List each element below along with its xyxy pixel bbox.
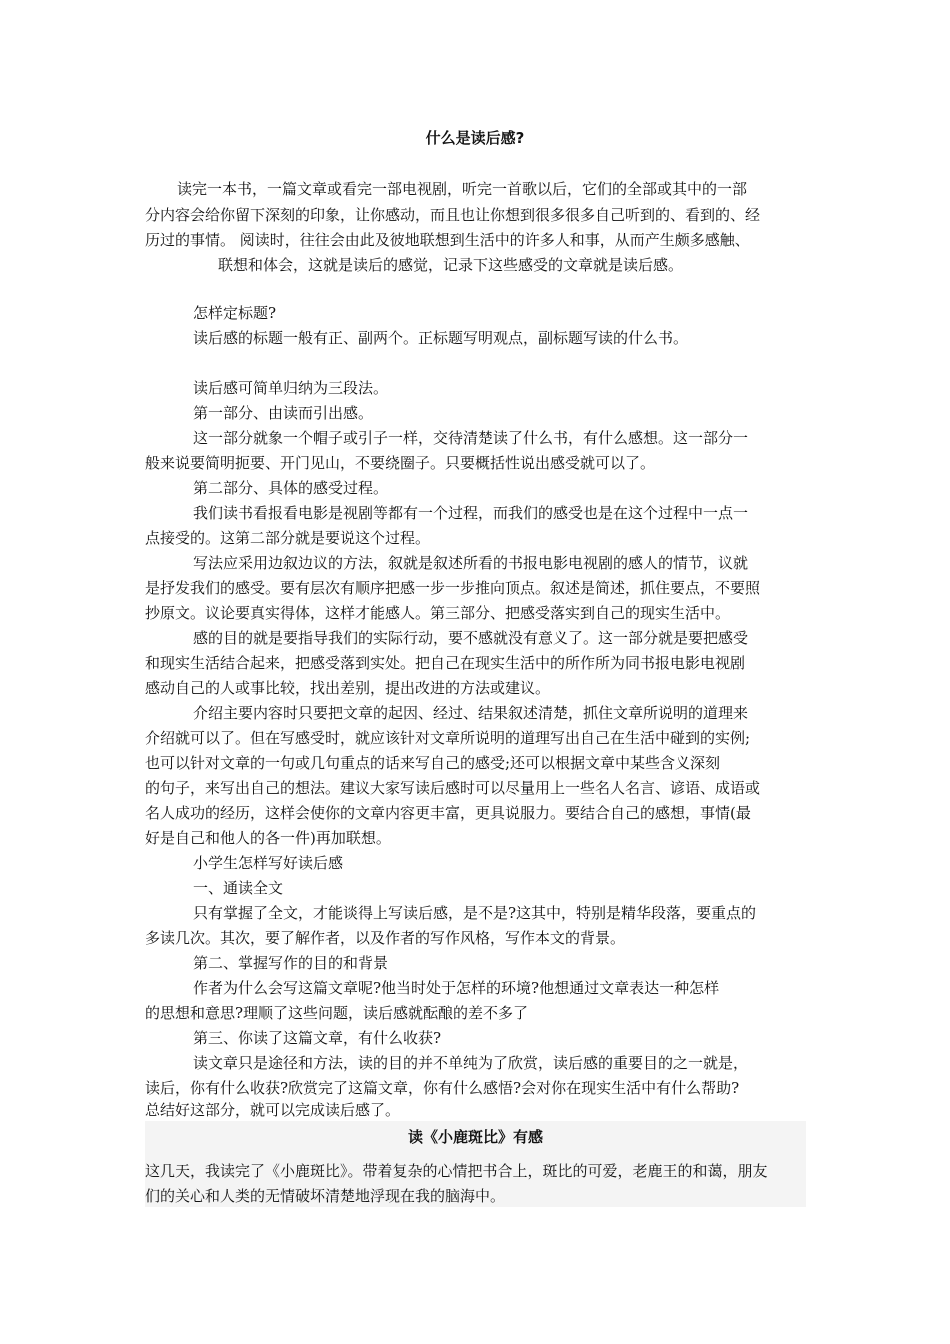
example-essay-line: 们的关心和人类的无情破坏清楚地浮现在我的脑海中。 xyxy=(145,1187,506,1205)
body-line: 感的目的就是要指导我们的实际行动，要不感就没有意义了。这一部分就是要把感受 xyxy=(193,629,749,647)
body-line: 感动自己的人或事比较，找出差别，提出改进的方法或建议。 xyxy=(145,679,551,697)
body-line: 的思想和意思?理顺了这些问题，读后感就酝酿的差不多了 xyxy=(145,1004,529,1022)
body-line: 好是自己和他人的各一件)再加联想。 xyxy=(145,829,391,847)
body-line: 这一部分就象一个帽子或引子一样，交待清楚读了什么书，有什么感想。这一部分一 xyxy=(193,429,749,447)
body-line: 第一部分、由读而引出感。 xyxy=(193,404,374,422)
body-line: 名人成功的经历，这样会使你的文章内容更丰富，更具说服力。要结合自己的感想，事情(最 xyxy=(145,804,751,822)
body-line: 小学生怎样写好读后感 xyxy=(193,854,344,872)
body-line: 介绍就可以了。但在写感受时，就应该针对文章所说明的道理写出自己在生活中碰到的实例; xyxy=(145,729,751,747)
body-line: 第二部分、具体的感受过程。 xyxy=(193,479,389,497)
body-line: 第二、掌握写作的目的和背景 xyxy=(193,954,389,972)
intro-line: 联想和体会，这就是读后的感觉，记录下这些感受的文章就是读后感。 xyxy=(218,256,684,274)
example-essay-title: 读《小鹿斑比》有感 xyxy=(407,1128,543,1146)
intro-line: 读完一本书，一篇文章或看完一部电视剧，听完一首歌以后，它们的全部或其中的一部 xyxy=(177,180,748,198)
example-essay-line: 这几天，我读完了《小鹿斑比》。带着复杂的心情把书合上，斑比的可爱，老鹿王的和蔼，朋友 xyxy=(145,1162,768,1180)
body-line: 介绍主要内容时只要把文章的起因、经过、结果叙述清楚，抓住文章所说明的道理来 xyxy=(193,704,749,722)
intro-line: 分内容会给你留下深刻的印象，让你感动，而且也让你想到很多很多自己听到的、看到的、经 xyxy=(145,206,761,224)
body-line: 般来说要简明扼要、开门见山，不要绕圈子。只要概括性说出感受就可以了。 xyxy=(145,454,656,472)
body-line: 读后感可简单归纳为三段法。 xyxy=(193,379,389,397)
body-line: 的句子，来写出自己的想法。建议大家写读后感时可以尽量用上一些名人名言、谚语、成语或 xyxy=(145,779,761,797)
body-line: 读文章只是途径和方法，读的目的并不单纯为了欣赏，读后感的重要目的之一就是， xyxy=(193,1054,749,1072)
body-line: 读后，你有什么收获?欣赏完了这篇文章，你有什么感悟?会对你在现实生活中有什么帮助? xyxy=(145,1079,740,1097)
section-heading: 怎样定标题? xyxy=(193,304,277,322)
body-line: 也可以针对文章的一句或几句重点的话来写自己的感受;还可以根据文章中某些含义深刻 xyxy=(145,754,721,772)
body-line: 写法应采用边叙边议的方法，叙就是叙述所看的书报电影电视剧的感人的情节，议就 xyxy=(193,554,749,572)
body-line: 我们读书看报看电影是视剧等都有一个过程，而我们的感受也是在这个过程中一点一 xyxy=(193,504,749,522)
body-line: 是抒发我们的感受。要有层次有顺序把感一步一步推向顶点。叙述是简述，抓住要点，不要照 xyxy=(145,579,761,597)
body-line: 作者为什么会写这篇文章呢?他当时处于怎样的环境?他想通过文章表达一种怎样 xyxy=(193,979,720,997)
body-line: 总结好这部分，就可以完成读后感了。 xyxy=(145,1101,401,1119)
body-line: 第三、你读了这篇文章，有什么收获? xyxy=(193,1029,442,1047)
body-line: 和现实生活结合起来，把感受落到实处。把自己在现实生活中的所作所为同书报电影电视剧 xyxy=(145,654,746,672)
page-title: 什么是读后感? xyxy=(425,129,525,147)
body-line: 只有掌握了全文，才能谈得上写读后感，是不是?这其中，特别是精华段落，要重点的 xyxy=(193,904,757,922)
intro-line: 历过的事情。 阅读时，往往会由此及彼地联想到生活中的许多人和事，从而产生颇多感触、 xyxy=(145,231,750,249)
section-text: 读后感的标题一般有正、副两个。正标题写明观点，副标题写读的什么书。 xyxy=(193,329,689,347)
body-line: 点接受的。这第二部分就是要说这个过程。 xyxy=(145,529,431,547)
body-line: 抄原文。议论要真实得体，这样才能感人。第三部分、把感受落实到自己的现实生活中。 xyxy=(145,604,731,622)
body-line: 一、通读全文 xyxy=(193,879,284,897)
body-line: 多读几次。其次，要了解作者，以及作者的写作风格，写作本文的背景。 xyxy=(145,929,626,947)
